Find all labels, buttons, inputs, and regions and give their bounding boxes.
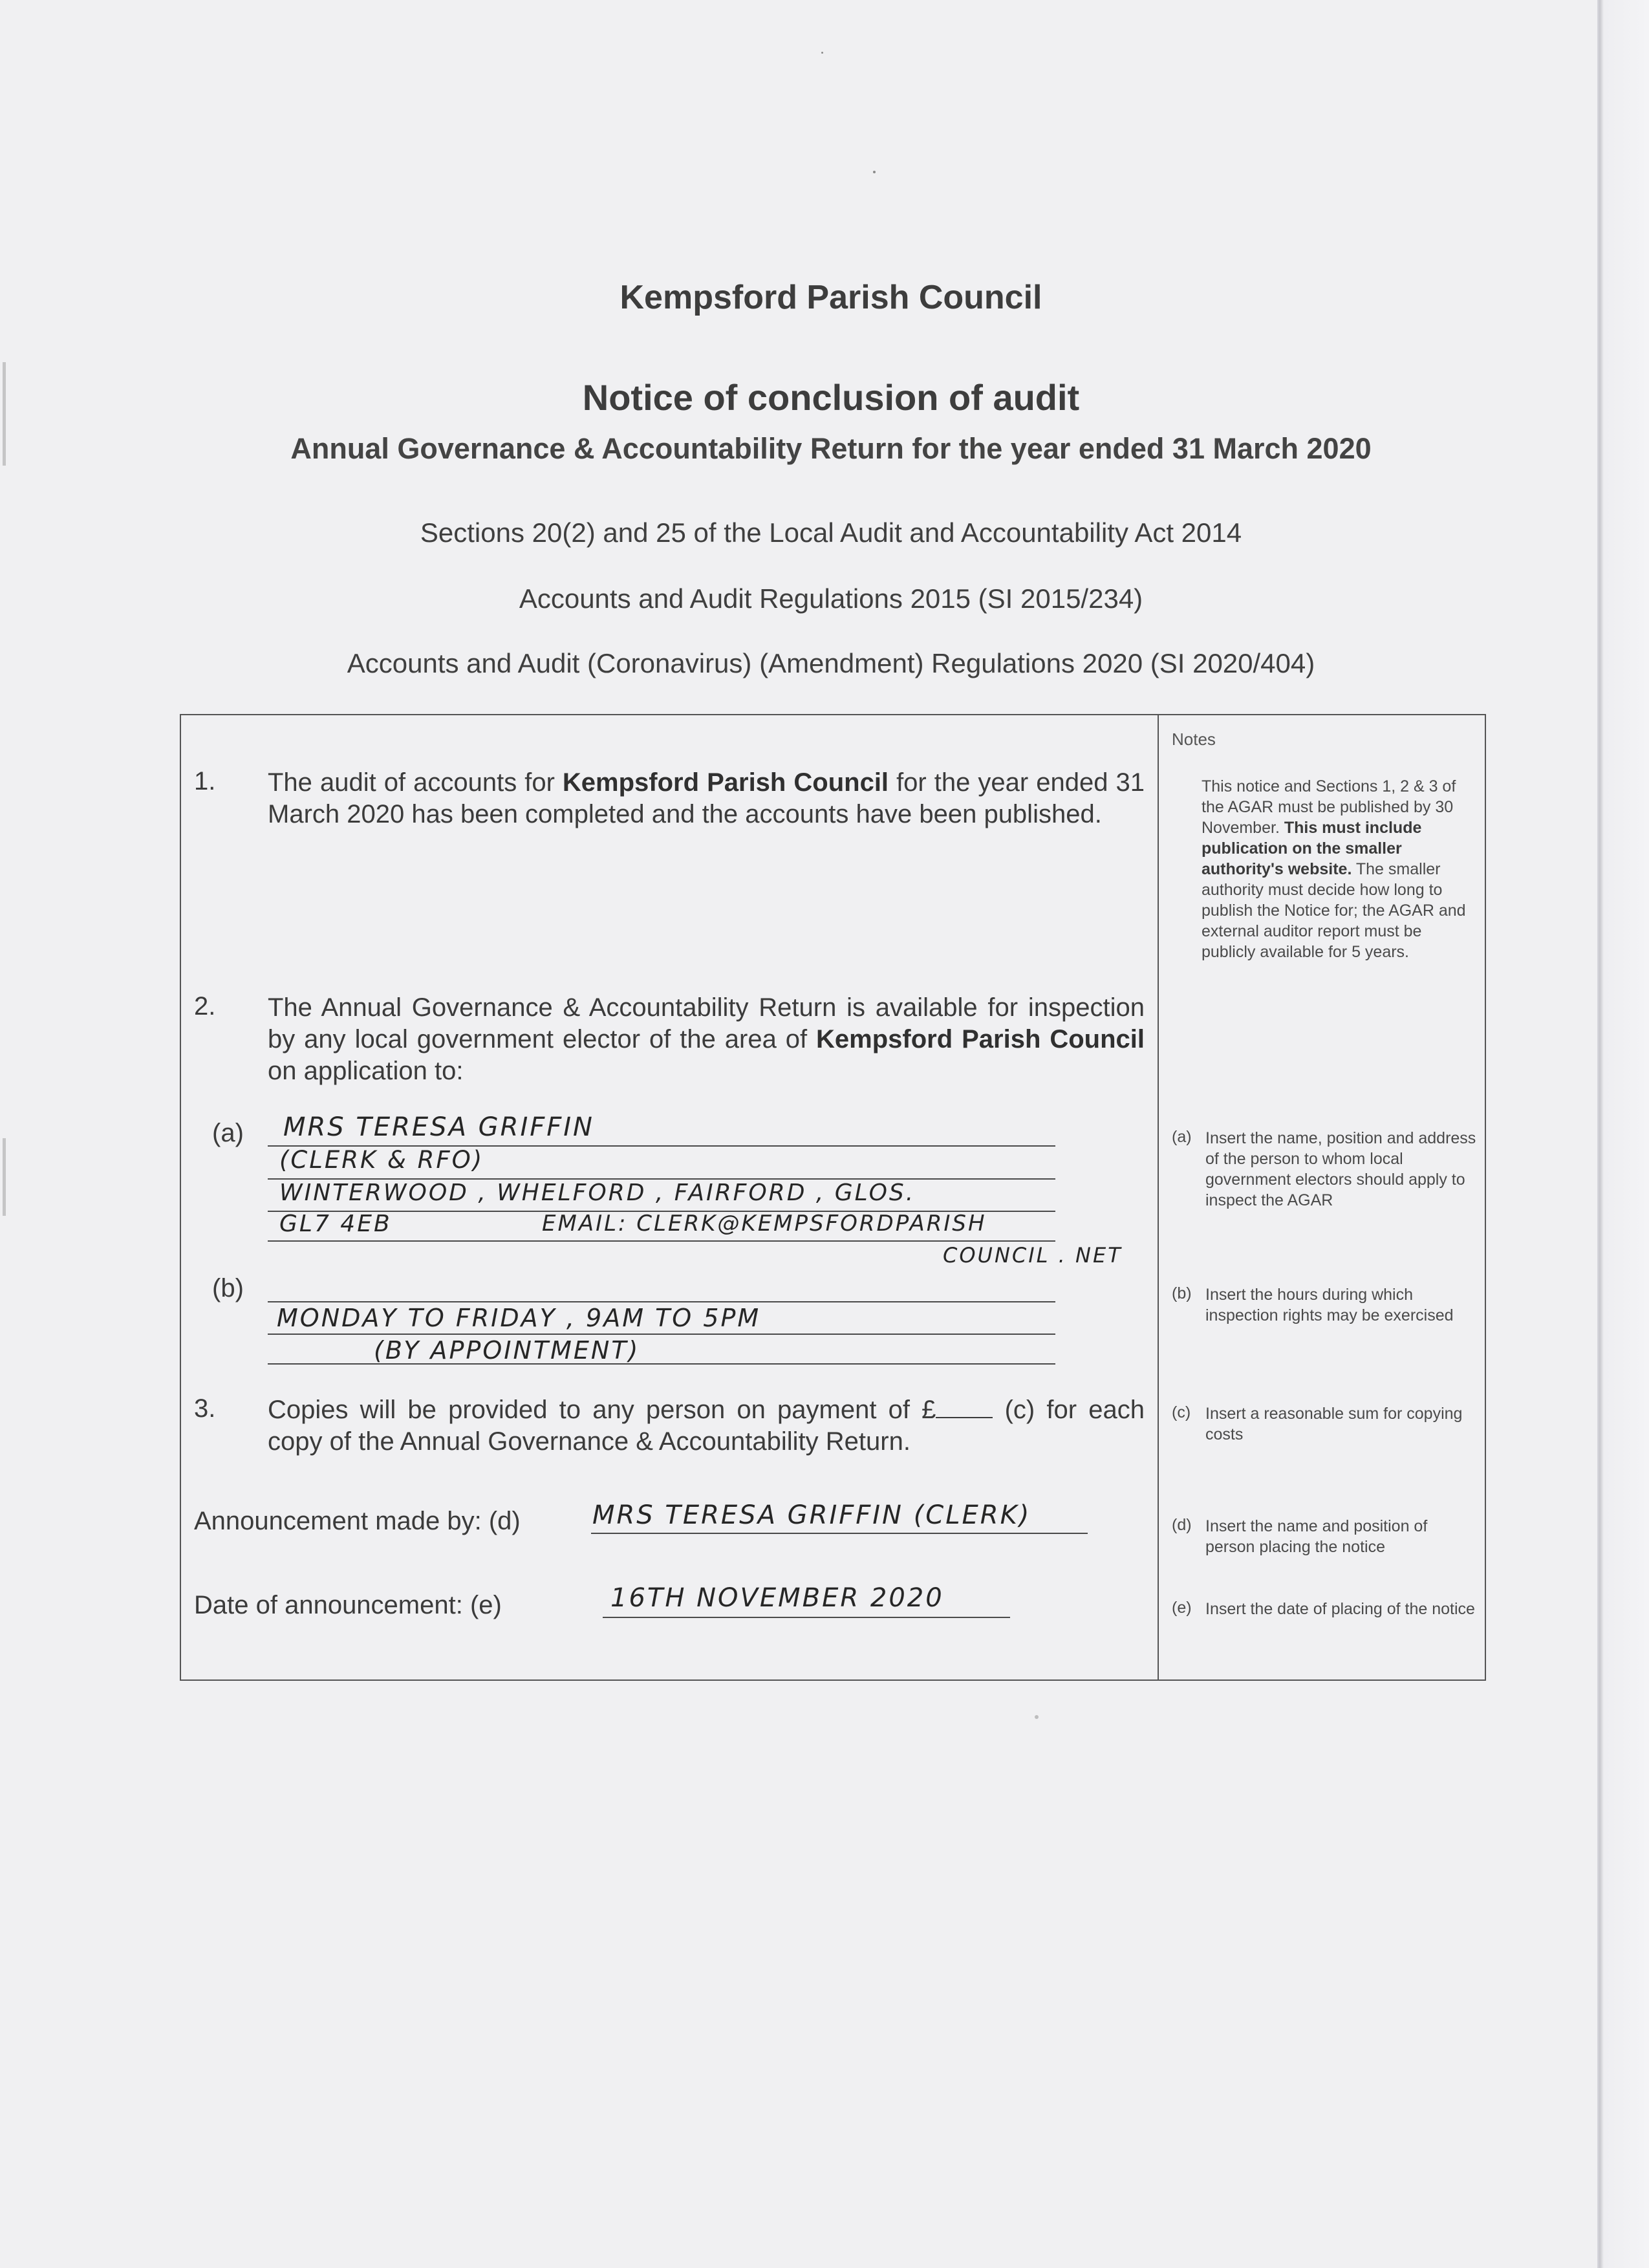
handwritten-email-continued: COUNCIL . NET	[943, 1243, 1123, 1268]
handwritten-contact-name: MRS TERESA GRIFFIN	[283, 1112, 594, 1142]
announcement-date-label: Date of announcement: (e)	[194, 1591, 502, 1619]
item-1-text	[268, 767, 1145, 830]
council-title: Kempsford Parish Council	[620, 279, 1042, 316]
field-a-line	[268, 1240, 1055, 1242]
announcement-date-line	[603, 1617, 1010, 1618]
notes-intro-bold: This must include publication on the smaller authority's website.	[1202, 819, 1422, 878]
field-b-label: (b)	[212, 1274, 244, 1302]
notes-intro-start: This notice and Sections 1, 2 & 3 of the AGAR must be published by 30 November.	[1202, 777, 1456, 837]
legislation-reference: Accounts and Audit Regulations 2015 (SI 2015/234)	[519, 583, 1143, 614]
item-number: 3.	[194, 1394, 216, 1423]
page-edge-shadow	[1597, 0, 1649, 2268]
scan-speck	[873, 171, 876, 173]
handwritten-appointment-note: (BY APPOINTMENT)	[374, 1336, 640, 1365]
handwritten-contact-address: WINTERWOOD , WHELFORD , FAIRFORD , GLOS.	[279, 1180, 916, 1206]
scan-speck	[821, 52, 823, 54]
note-a: Insert the name, position and address of the person to whom local government electors should apply to inspect the AGAR	[1205, 1129, 1476, 1209]
field-b-line	[268, 1301, 1055, 1302]
note-b-letter: (b)	[1172, 1284, 1192, 1302]
note-e: Insert the date of placing of the notice	[1205, 1600, 1475, 1618]
item-2-text	[268, 992, 1145, 1087]
council-name-bold: Kempsford Parish Council	[562, 768, 889, 797]
notes-intro	[1202, 776, 1473, 962]
field-b-line	[268, 1334, 1055, 1335]
item-3-text	[268, 1394, 1145, 1458]
notice-subtitle: Annual Governance & Accountability Return for the year ended 31 March 2020	[290, 432, 1372, 465]
item-2-text-end: on application to:	[268, 1057, 464, 1085]
note-b: Insert the hours during which inspection rights may be exercised	[1205, 1286, 1454, 1324]
note-e-letter: (e)	[1172, 1599, 1192, 1617]
note-d: Insert the name and position of person placing the notice	[1205, 1517, 1428, 1556]
note-c: Insert a reasonable sum for copying costs	[1205, 1405, 1463, 1443]
item-1-text-start: The audit of accounts for	[268, 768, 563, 797]
scan-mark	[3, 1138, 6, 1216]
scan-speck	[1035, 1715, 1039, 1719]
legislation-reference: Sections 20(2) and 25 of the Local Audit and Accountability Act 2014	[420, 517, 1242, 548]
item-3-text-end: (c) for each copy of the Annual Governance & Accountability Return.	[268, 1396, 1145, 1456]
item-3-text-start: Copies will be provided to any person on payment of £	[268, 1396, 936, 1424]
copy-fee-blank	[936, 1398, 993, 1418]
legislation-reference: Accounts and Audit (Coronavirus) (Amendment) Regulations 2020 (SI 2020/404)	[347, 648, 1315, 678]
handwritten-contact-position: (CLERK & RFO)	[279, 1146, 484, 1174]
notes-column-divider	[1158, 714, 1159, 1681]
item-number: 1.	[194, 767, 216, 795]
item-number: 2.	[194, 992, 216, 1021]
handwritten-postcode: GL7 4EB	[279, 1211, 392, 1237]
announced-by-line	[591, 1533, 1088, 1534]
item-1-text-end: for the year ended 31 March 2020 has been completed and the accounts have been published.	[268, 768, 1145, 828]
handwritten-announced-by: MRS TERESA GRIFFIN (CLERK)	[592, 1500, 1031, 1530]
handwritten-inspection-hours: MONDAY TO FRIDAY , 9AM TO 5PM	[277, 1304, 761, 1332]
note-a-letter: (a)	[1172, 1128, 1192, 1146]
field-a-label: (a)	[212, 1119, 244, 1147]
note-d-letter: (d)	[1172, 1516, 1192, 1534]
notes-intro-end: The smaller authority must decide how long to publish the Notice for; the AGAR and external auditor report must be publicly available for 5 years.	[1202, 860, 1466, 961]
handwritten-email: EMAIL: CLERK@KEMPSFORDPARISH	[542, 1211, 987, 1237]
announced-by-label: Announcement made by: (d)	[194, 1507, 521, 1535]
item-2-text-start: The Annual Governance & Accountability Return is available for inspection by any local government elector of the area of	[268, 993, 1145, 1053]
notes-heading: Notes	[1172, 729, 1216, 749]
note-c-letter: (c)	[1172, 1403, 1191, 1421]
notice-title: Notice of conclusion of audit	[582, 377, 1080, 418]
council-name-bold: Kempsford Parish Council	[816, 1025, 1145, 1053]
handwritten-announcement-date: 16TH NOVEMBER 2020	[610, 1583, 944, 1613]
